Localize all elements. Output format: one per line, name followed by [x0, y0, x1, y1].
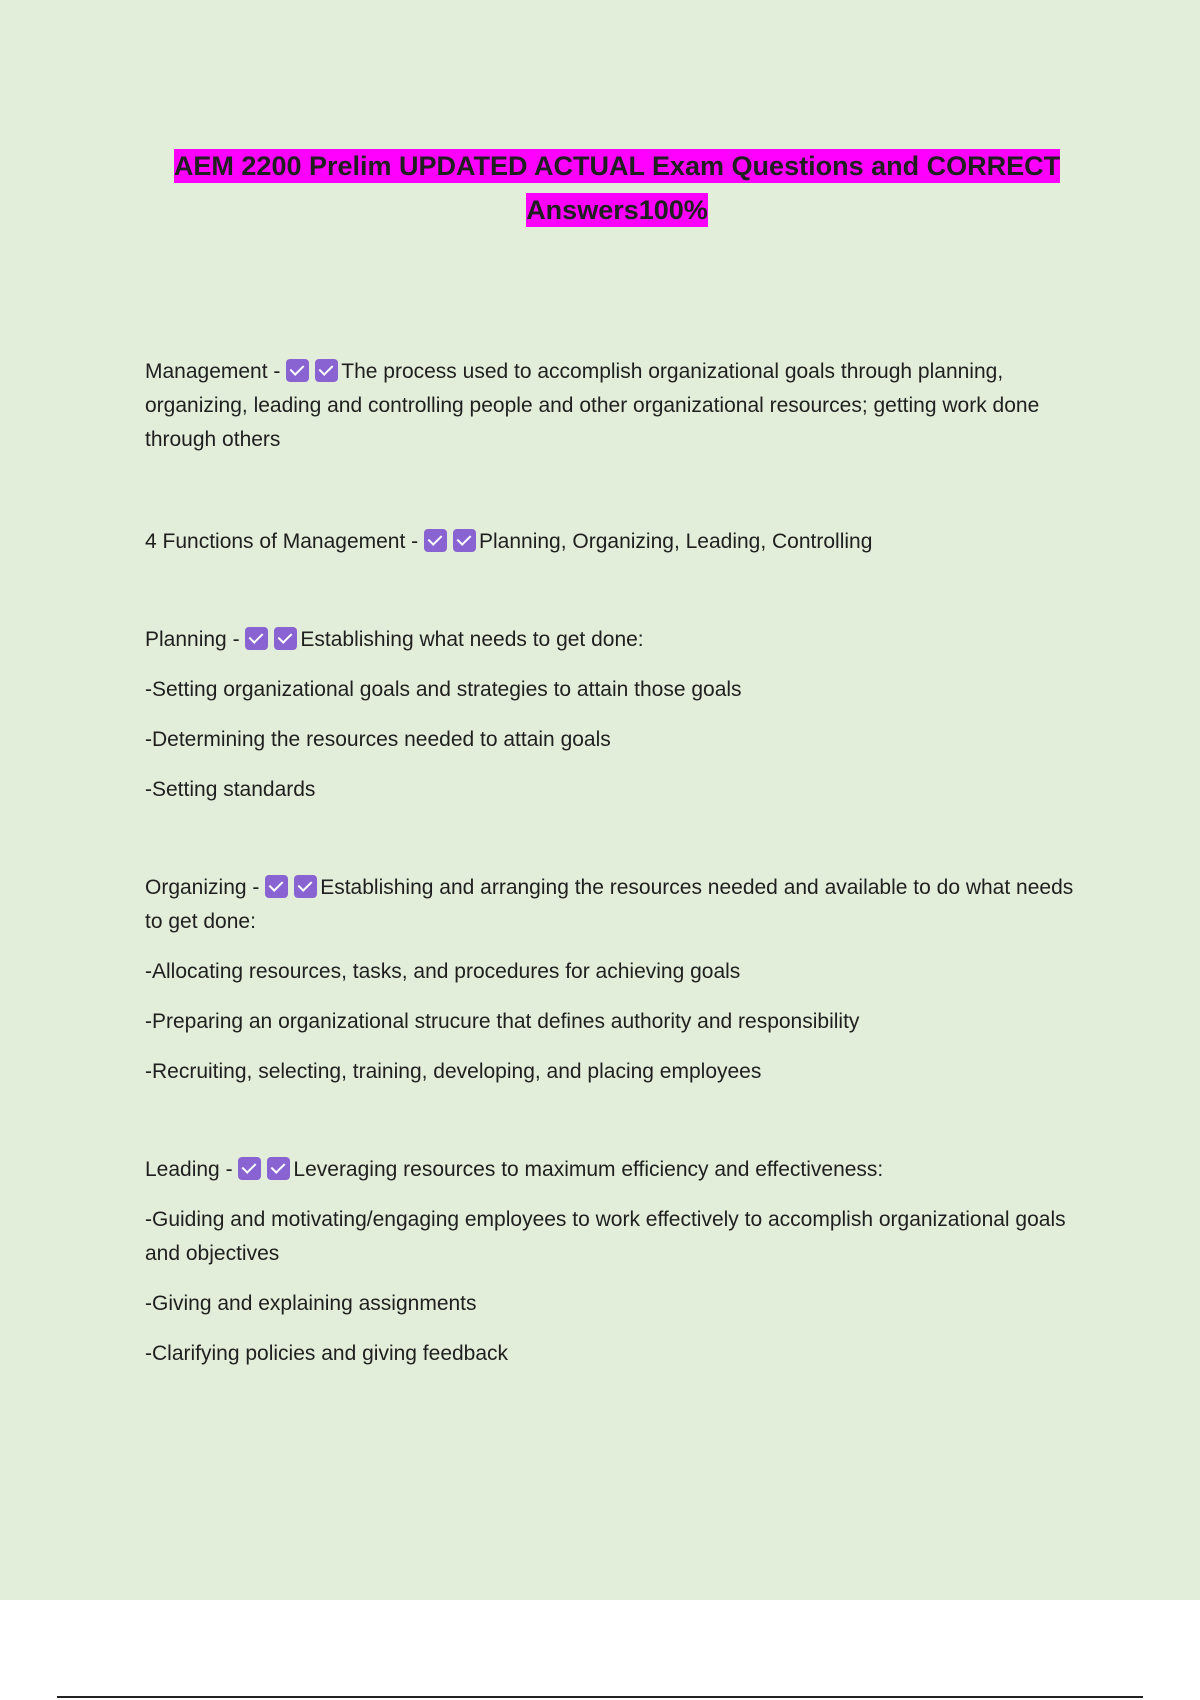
title-line-2: Answers100%: [526, 195, 708, 225]
list-item: -Guiding and motivating/engaging employees to work effectively to accomplish organizational goals and objectives: [145, 1208, 1066, 1265]
list-item: -Allocating resources, tasks, and procedures for achieving goals: [145, 960, 741, 983]
flashcard-term-definition: [145, 355, 1075, 457]
list-item: -Giving and explaining assignments: [145, 1292, 477, 1315]
list-item: -Recruiting, selecting, training, developing, and placing employees: [145, 1060, 762, 1083]
footer-divider: [57, 1696, 1143, 1698]
list-item: -Clarifying policies and giving feedback: [145, 1342, 509, 1365]
flashcard-entry-organizing: [145, 871, 1075, 1089]
title-line-1: AEM 2200 Prelim UPDATED ACTUAL Exam Questions and CORRECT: [173, 151, 1061, 181]
definition: The process used to accomplish organizational goals through planning, organizing, leading and controlling people and other organizational resources; getting work done through others: [145, 360, 1040, 451]
flashcard-entry-leading: [145, 1153, 1075, 1371]
flashcard-entry-planning: [145, 623, 1075, 807]
document-title: [150, 144, 1084, 232]
flashcard-term-definition: [145, 525, 1075, 559]
flashcard-term-definition: [145, 1153, 1075, 1187]
term: Leading -: [145, 1158, 239, 1181]
checkbox-checked-icon: [286, 359, 309, 382]
checkbox-checked-icon: [453, 529, 476, 552]
list-item: -Determining the resources needed to attain goals: [145, 728, 611, 751]
term: Management -: [145, 360, 287, 383]
flashcard-list: [145, 355, 1075, 1371]
checkbox-checked-icon: [274, 627, 297, 650]
checkbox-checked-icon: [265, 875, 288, 898]
flashcard-entry-management: [145, 355, 1075, 457]
list-item: -Setting standards: [145, 778, 316, 801]
definition: Establishing what needs to get done:: [300, 628, 644, 651]
checkbox-checked-icon: [424, 529, 447, 552]
list-item: -Preparing an organizational strucure that defines authority and responsibility: [145, 1010, 860, 1033]
checkbox-checked-icon: [238, 1157, 261, 1180]
flashcard-term-definition: [145, 871, 1075, 939]
checkbox-checked-icon: [294, 875, 317, 898]
term: Planning -: [145, 628, 246, 651]
checkbox-checked-icon: [267, 1157, 290, 1180]
term: 4 Functions of Management -: [145, 530, 424, 553]
definition: Leveraging resources to maximum efficiency and effectiveness:: [293, 1158, 884, 1181]
definition: Planning, Organizing, Leading, Controlling: [478, 530, 873, 553]
checkbox-checked-icon: [315, 359, 338, 382]
definition: Establishing and arranging the resources needed and available to do what needs to get done:: [145, 876, 1074, 933]
list-item: -Setting organizational goals and strategies to attain those goals: [145, 678, 742, 701]
flashcard-term-definition: [145, 623, 1075, 657]
checkbox-checked-icon: [245, 627, 268, 650]
flashcard-entry-functions: [145, 525, 1075, 559]
term: Organizing -: [145, 876, 266, 899]
